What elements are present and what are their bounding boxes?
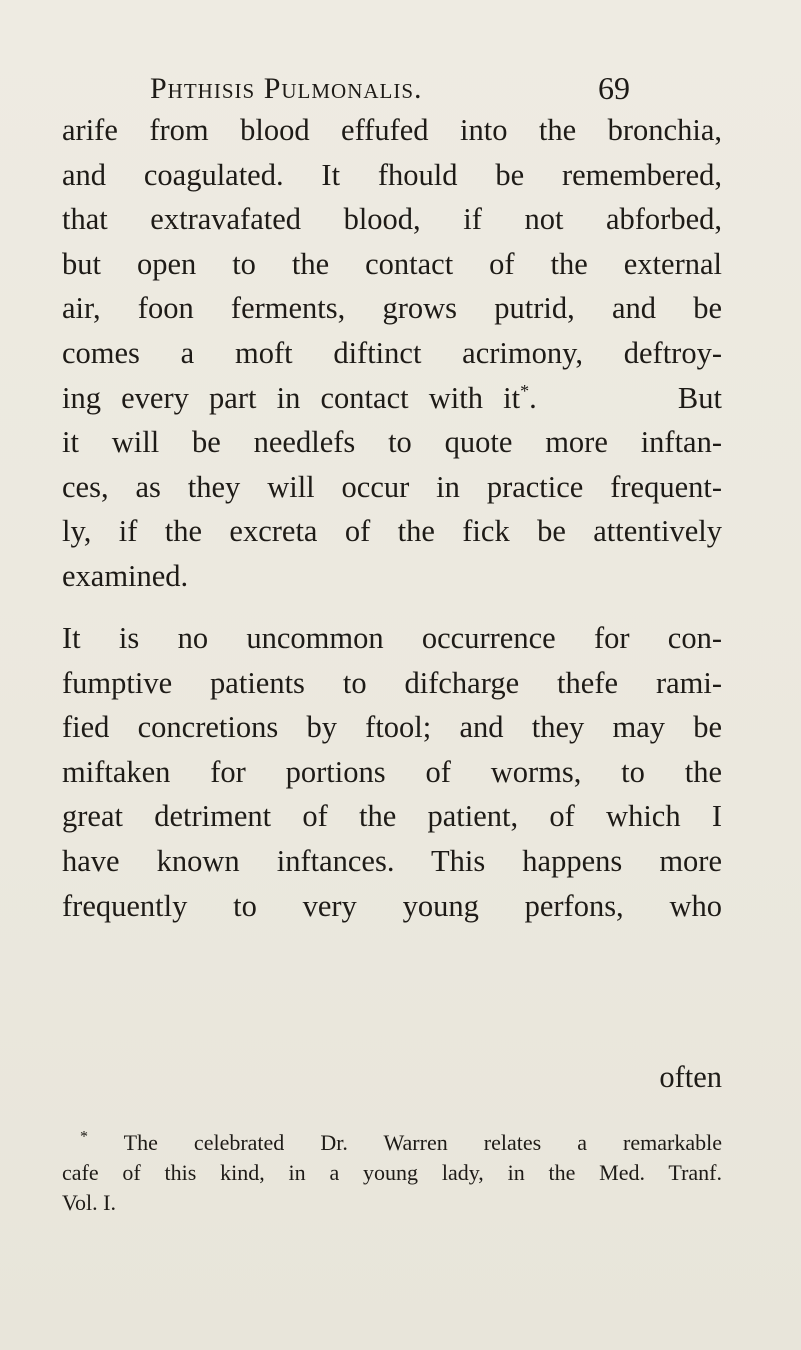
paragraph-2 xyxy=(62,616,722,928)
text-line: that extravafated blood, if not abforbed, xyxy=(62,202,722,237)
running-head xyxy=(150,72,630,112)
text-line: examined. xyxy=(62,558,189,593)
text-line: arife from blood effufed into the bronchia, xyxy=(62,113,722,147)
catchword: often xyxy=(659,1060,722,1094)
text-fragment: But xyxy=(677,380,722,415)
page-number: 69 xyxy=(598,70,630,106)
text-line: and coagulated. It fhould be remembered, xyxy=(62,157,722,192)
text-line: frequently to very young perfons, who xyxy=(62,888,722,923)
text-line: ly, if the excreta of the fick be attentively xyxy=(62,514,722,549)
text-line-with-footnote-ref: ing every part in contact with it*. But xyxy=(62,380,722,415)
text-line: fumptive patients to difcharge thefe rami- xyxy=(62,665,722,700)
text-line: comes a moft diftinct acrimony, deftroy- xyxy=(62,335,722,370)
text-line: great detriment of the patient, of which I xyxy=(62,799,722,834)
footnote-line xyxy=(62,1128,722,1158)
text-line: it will be needlefs to quote more inftan- xyxy=(62,425,722,460)
footnote-line: Vol. I. xyxy=(62,1190,116,1215)
text-line: have known inftances. This happens more xyxy=(62,843,722,878)
text-line: ces, as they will occur in practice frequent- xyxy=(62,469,722,504)
text-fragment: ing every part in contact with it xyxy=(62,380,521,415)
running-title: Phthisis Pulmonalis. xyxy=(150,72,423,105)
footnote-text: The celebrated Dr. Warren relates a remarkable xyxy=(123,1130,722,1155)
footnote-mark: * xyxy=(80,1128,88,1146)
footnote-line: cafe of this kind, in a young lady, in the Med. Tranf. xyxy=(62,1160,722,1185)
text-line: miftaken for portions of worms, to the xyxy=(62,754,722,789)
text-line: It is no uncommon occurrence for con- xyxy=(62,621,722,655)
footnote-reference: * xyxy=(520,380,530,401)
text-line: air, foon ferments, grows putrid, and be xyxy=(62,291,722,326)
text-line: but open to the contact of the external xyxy=(62,246,722,281)
paragraph-1 xyxy=(62,108,722,599)
text-line: fied concretions by ftool; and they may be xyxy=(62,710,722,745)
footnote xyxy=(62,1128,722,1218)
